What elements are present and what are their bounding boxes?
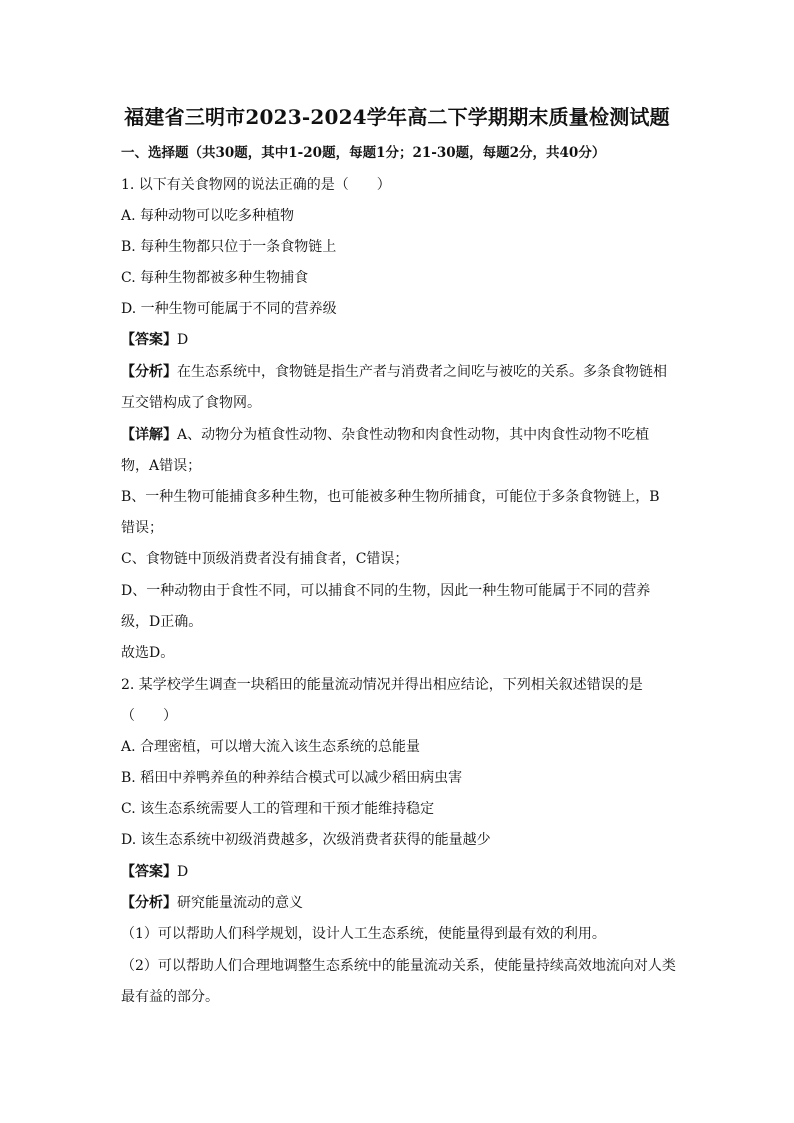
answer-value: D [177,864,189,880]
analysis-text: 在生态系统中，食物链是指生产者与消费者之间吃与被吃的关系。多条食物链相 [177,364,667,380]
question-1-answer [121,329,681,351]
page-title: 福建省三明市2023-2024学年高二下学期期末质量检测试题 [124,105,670,129]
question-1-detail-line-1 [121,424,681,446]
answer-value: D [177,332,189,348]
question-1-option-d: D. 一种生物可能属于不同的营养级 [121,301,337,317]
question-1-stem: 1. 以下有关食物网的说法正确的是（ ） [121,177,391,193]
analysis-tag: 【分析】 [121,895,177,911]
question-2-answer [121,861,681,883]
question-1-analysis-line-1 [121,361,681,383]
question-1-analysis-line-2: 互交错构成了食物网。 [121,395,261,411]
question-1-detail-line-6: D、一种动物由于食性不同，可以捕食不同的生物，因此一种生物可能属于不同的营养 [121,583,651,599]
question-2-option-c: C. 该生态系统需要人工的管理和干预才能维持稳定 [121,801,435,817]
question-2-analysis-line-2: （2）可以帮助人们合理地调整生态系统中的能量流动关系，使能量持续高效地流向对人类 [121,958,676,974]
question-2-analysis-line-3: 最有益的部分。 [121,989,219,1005]
analysis-tag: 【分析】 [121,364,177,380]
question-2-stem-line-1: 2. 某学校学生调查一块稻田的能量流动情况并得出相应结论，下列相关叙述错误的是 [121,677,643,693]
question-1-option-b: B. 每种生物都只位于一条食物链上 [121,239,337,255]
answer-tag: 【答案】 [121,332,177,348]
question-1-option-c: C. 每种生物都被多种生物捕食 [121,270,309,286]
question-2-option-d: D. 该生态系统中初级消费越多，次级消费者获得的能量越少 [121,832,491,848]
question-2-option-b: B. 稻田中养鸭养鱼的种养结合模式可以减少稻田病虫害 [121,770,463,786]
question-1-detail-line-8: 故选D。 [121,645,175,661]
question-1-detail-line-7: 级，D正确。 [121,614,203,630]
question-1-detail-line-2: 物，A错误； [121,458,202,474]
question-2-analysis-line-1: （1）可以帮助人们科学规划，设计人工生态系统，使能量得到最有效的利用。 [121,926,606,942]
question-2-option-a: A. 合理密植，可以增大流入该生态系统的总能量 [121,739,421,755]
section-header: 一、选择题（共30题，其中1-20题，每题1分；21-30题，每题2分，共40分） [121,145,606,161]
question-1-detail-line-3: B、一种生物可能捕食多种生物，也可能被多种生物所捕食，可能位于多条食物链上，B [121,489,660,505]
question-1-detail-line-5: C、食物链中顶级消费者没有捕食者，C错误； [121,551,409,567]
question-1-detail-line-4: 错误； [121,520,163,536]
detail-tag: 【详解】 [121,427,177,443]
question-2-stem-line-2: （ ） [121,708,177,724]
analysis-text: 研究能量流动的意义 [177,895,303,911]
question-1-option-a: A. 每种动物可以吃多种植物 [121,208,295,224]
detail-text: A、动物分为植食性动物、杂食性动物和肉食性动物，其中肉食性动物不吃植 [177,427,650,443]
question-2-analysis-title [121,892,681,914]
answer-tag: 【答案】 [121,864,177,880]
